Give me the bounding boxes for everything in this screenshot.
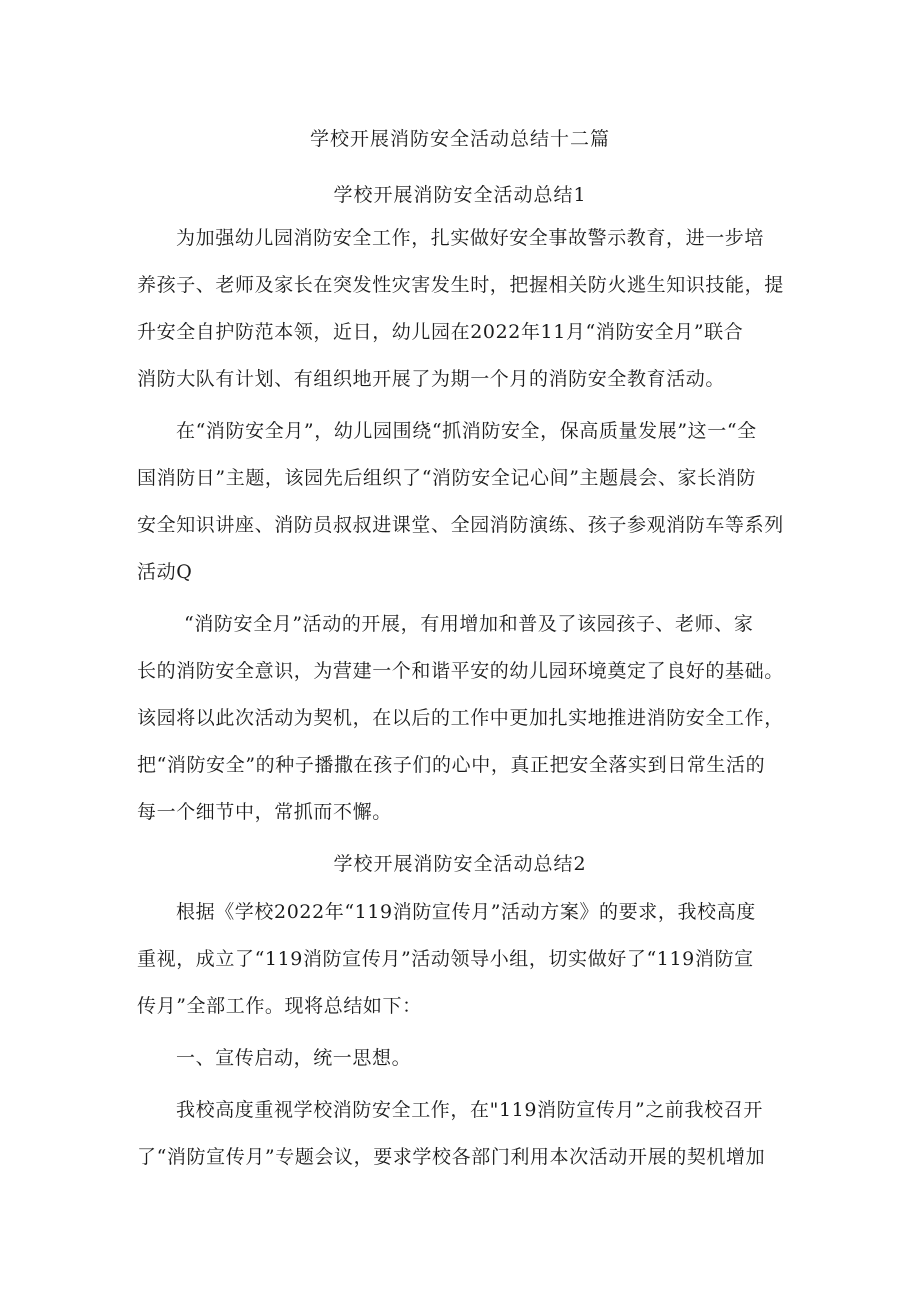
paragraph-line: 重视，成立了“119消防宣传月”活动领导小组，切实做好了“119消防宣 — [137, 948, 754, 970]
paragraph-line: “消防安全月”活动的开展，有用增加和普及了该园孩子、老师、家 — [184, 613, 754, 635]
section-heading-2: 学校开展消防安全活动总结2 — [333, 853, 587, 875]
paragraph-line: 我校高度重视学校消防安全工作，在"119消防宣传月”之前我校召开 — [176, 1099, 763, 1121]
paragraph-line: 该园将以此次活动为契机，在以后的工作中更加扎实地推进消防安全工作， — [137, 707, 784, 729]
paragraph-line: 根据《学校2022年“119消防宣传月”活动方案》的要求，我校高度 — [176, 901, 756, 923]
paragraph-line: 升安全自护防范本领，近日，幼儿园在2022年11月“消防安全月”联合 — [137, 321, 744, 343]
section-heading-1: 学校开展消防安全活动总结1 — [333, 184, 587, 206]
paragraph-line: 在“消防安全月”，幼儿园围绕“抓消防安全，保高质量发展”这一“全 — [176, 420, 757, 442]
paragraph-line: 消防大队有计划、有组织地开展了为期一个月的消防安全教育活动。 — [137, 368, 726, 390]
paragraph-line: 为加强幼儿园消防安全工作，扎实做好安全事故警示教育，进一步培 — [176, 227, 765, 249]
paragraph-line: 把“消防安全”的种子播撒在孩子们的心中，真正把安全落实到日常生活的 — [137, 754, 766, 776]
paragraph-line: 一、宣传启动，统一思想。 — [176, 1047, 412, 1069]
paragraph-line: 传月”全部工作。现将总结如下： — [137, 995, 422, 1017]
paragraph-line: 每一个细节中，常抓而不懈。 — [137, 801, 392, 823]
paragraph-line: 了“消防宣传月”专题会议，要求学校各部门利用本次活动开展的契机增加 — [137, 1146, 766, 1168]
paragraph-line: 养孩子、老师及家长在突发性灾害发生时，把握相关防火逃生知识技能，提 — [137, 274, 784, 296]
paragraph-line: 活动Q — [137, 561, 193, 583]
paragraph-line: 国消防日”主题，该园先后组织了“消防安全记心间”主题晨会、家长消防 — [137, 467, 756, 489]
paragraph-line: 长的消防安全意识，为营建一个和谐平安的幼儿园环境奠定了良好的基础。 — [137, 660, 784, 682]
paragraph-line: 安全知识讲座、消防员叔叔进课堂、全园消防演练、孩子参观消防车等系列 — [137, 514, 784, 536]
document-title: 学校开展消防安全活动总结十二篇 — [309, 128, 610, 150]
